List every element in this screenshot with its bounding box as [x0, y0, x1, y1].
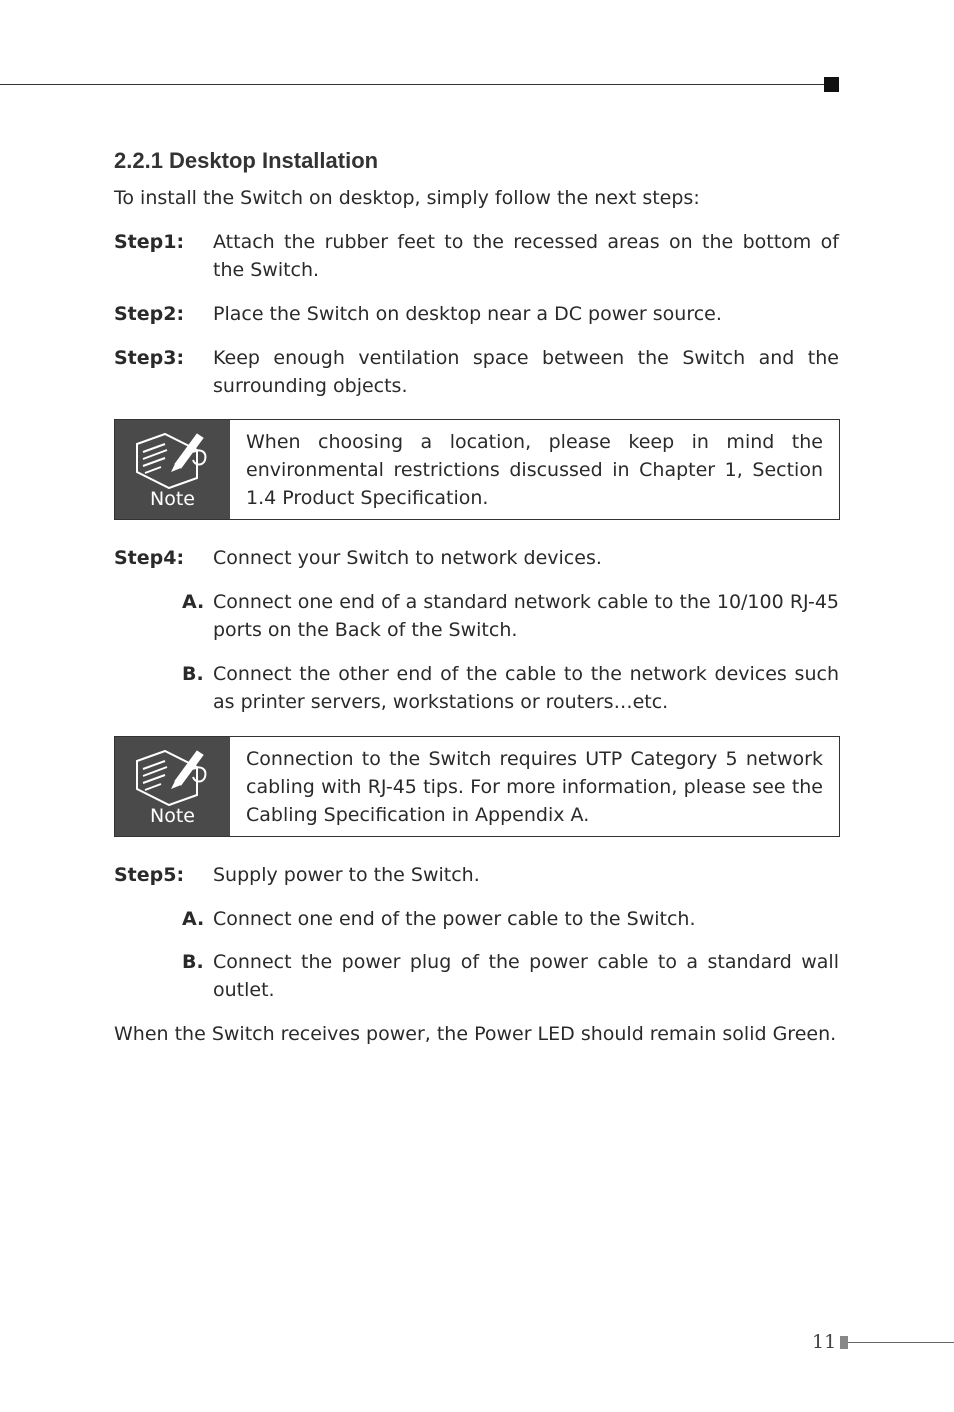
note-text: When choosing a location, please keep in mind the environmental restrictions discussed in Chapter 1, Section 1.4 Product Specification.: [246, 431, 823, 509]
step-label: Step4:: [114, 547, 185, 569]
page-number: 11: [812, 1331, 837, 1353]
note-box-cabling: [114, 736, 840, 837]
step-4-sub-b: [182, 660, 839, 716]
note-sidebar: [115, 737, 230, 836]
note-sidebar: [115, 420, 230, 519]
step-text: Place the Switch on desktop near a DC power source.: [213, 303, 722, 325]
step-label: Step2:: [114, 303, 185, 325]
note-label: Note: [150, 488, 195, 510]
sub-step-label: B.: [182, 951, 204, 973]
sub-step-label: A.: [182, 908, 205, 930]
step-label: Step5:: [114, 864, 185, 886]
step-3: [114, 344, 839, 400]
step-text: Connect your Switch to network devices.: [213, 547, 602, 569]
note-label: Note: [150, 805, 195, 827]
note-box-location: [114, 419, 840, 520]
sub-step-label: B.: [182, 663, 204, 685]
sub-step-text: Connect one end of the power cable to the Switch.: [213, 908, 696, 930]
sub-step-text: Connect one end of a standard network cable to the 10/100 RJ-45 ports on the Back of the Switch.: [213, 591, 839, 641]
note-pen-icon: [135, 430, 211, 490]
step-text: Attach the rubber feet to the recessed areas on the bottom of the Switch.: [213, 231, 839, 281]
closing-paragraph: When the Switch receives power, the Power LED should remain solid Green.: [114, 1023, 837, 1045]
intro-paragraph: To install the Switch on desktop, simply follow the next steps:: [114, 187, 700, 209]
header-rule: [0, 84, 826, 85]
step-5-sub-b: [182, 948, 839, 1004]
note-pen-icon: [135, 747, 211, 807]
step-4: [114, 544, 839, 572]
step-2: [114, 300, 839, 328]
sub-step-text: Connect the other end of the cable to the network devices such as printer servers, workstations or routers…etc.: [213, 663, 839, 713]
footer-square-marker: [840, 1336, 848, 1349]
sub-step-label: A.: [182, 591, 205, 613]
step-text: Supply power to the Switch.: [213, 864, 480, 886]
section-heading: 2.2.1 Desktop Installation: [114, 148, 379, 173]
note-text: Connection to the Switch requires UTP Category 5 network cabling with RJ-45 tips. For more information, please see the Cabling Specification in Appendix A.: [246, 748, 823, 826]
step-4-sub-a: [182, 588, 839, 644]
sub-step-text: Connect the power plug of the power cable to a standard wall outlet.: [213, 951, 839, 1001]
footer-rule: [848, 1342, 954, 1343]
step-label: Step1:: [114, 231, 185, 253]
step-5-sub-a: [182, 905, 839, 933]
step-5: [114, 861, 839, 889]
step-text: Keep enough ventilation space between the Switch and the surrounding objects.: [213, 347, 839, 397]
step-label: Step3:: [114, 347, 185, 369]
header-square-marker: [824, 77, 839, 92]
step-1: [114, 228, 839, 284]
